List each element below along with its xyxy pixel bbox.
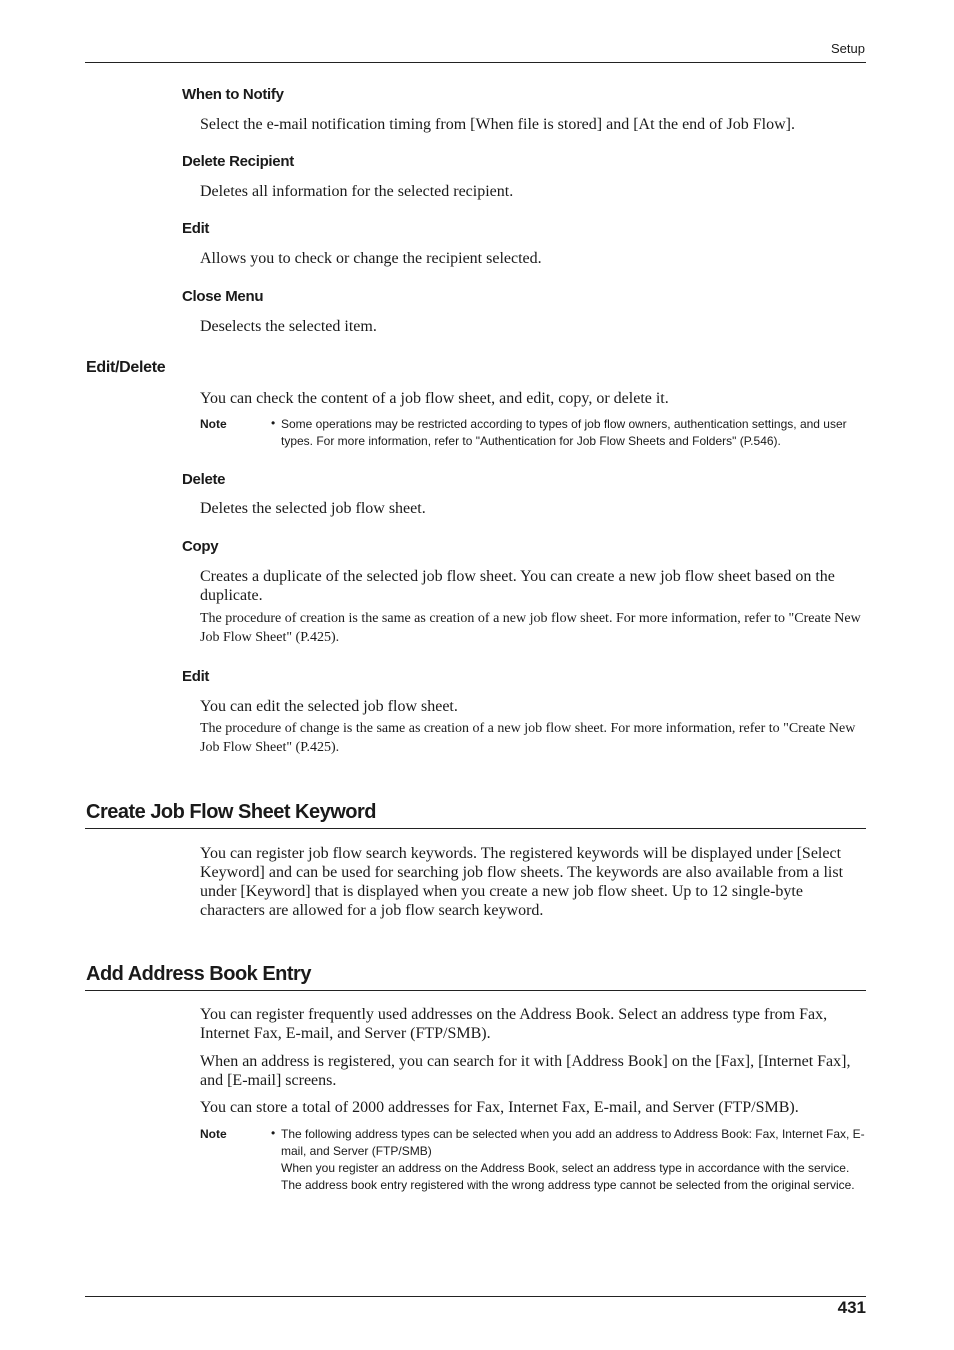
text-create-keyword: You can register job flow search keywords. The registered keywords will be displayed under [Select Keyword] and can be used for searching job flow sheets. The keywords are also available from a list under [Keyword] that is displayed when you create a new job flow sheet. Up to 12 single-byte characters are allowed for a job flow search keyword. bbox=[200, 845, 844, 919]
heading-close-menu: Close Menu bbox=[182, 288, 264, 305]
note-label-address-book: Note bbox=[200, 1127, 227, 1141]
section-rule-address-book bbox=[85, 990, 866, 991]
text-when-to-notify: Select the e-mail notification timing from [When file is stored] and [At the end of Job Flow]. bbox=[200, 116, 795, 133]
heading-edit-delete: Edit/Delete bbox=[86, 359, 166, 376]
heading-edit-sheet: Edit bbox=[182, 668, 210, 685]
subtext-edit-sheet: The procedure of change is the same as creation of a new job flow sheet. For more information, refer to "Create New Job Flow Sheet" (P.425). bbox=[200, 721, 856, 755]
note-address-book bbox=[281, 1126, 871, 1194]
heading-edit-recipient: Edit bbox=[182, 220, 210, 237]
heading-address-book: Add Address Book Entry bbox=[86, 963, 311, 985]
note-bullet: • bbox=[271, 416, 276, 430]
text-close-menu: Deselects the selected item. bbox=[200, 318, 377, 335]
heading-create-keyword: Create Job Flow Sheet Keyword bbox=[86, 801, 377, 823]
note-bullet-address-book: • bbox=[271, 1126, 276, 1140]
text-copy-sheet: Creates a duplicate of the selected job flow sheet. You can create a new job flow sheet based on the duplicate. bbox=[200, 568, 835, 604]
note-label: Note bbox=[200, 417, 227, 431]
text-delete-recipient: Deletes all information for the selected recipient. bbox=[200, 183, 514, 200]
note-text-edit-delete: Some operations may be restricted according to types of job flow owners, authentication settings, and user types. For more information, refer to "Authentication for Job Flow Sheets and Folders" (P.546). bbox=[281, 417, 847, 448]
heading-delete-recipient: Delete Recipient bbox=[182, 153, 294, 170]
note-address-book-line-1: The following address types can be selected when you add an address to Address Book: Fax, Internet Fax, E-mail, and Server (FTP/SMB) bbox=[281, 1127, 865, 1158]
text-edit-recipient: Allows you to check or change the recipient selected. bbox=[200, 250, 542, 267]
heading-delete-sheet: Delete bbox=[182, 471, 226, 488]
subtext-copy-sheet: The procedure of creation is the same as creation of a new job flow sheet. For more information, refer to "Create New Job Flow Sheet" (P.425). bbox=[200, 611, 861, 645]
page-number: 431 bbox=[837, 1298, 866, 1317]
footer-rule bbox=[85, 1296, 866, 1297]
heading-when-to-notify: When to Notify bbox=[182, 86, 284, 103]
section-rule-keyword bbox=[85, 828, 866, 829]
heading-copy-sheet: Copy bbox=[182, 538, 219, 555]
text-edit-delete: You can check the content of a job flow sheet, and edit, copy, or delete it. bbox=[200, 390, 669, 407]
header-rule bbox=[85, 62, 866, 63]
text-address-book-2: When an address is registered, you can search for it with [Address Book] on the [Fax], [Internet Fax], and [E-mail] screens. bbox=[200, 1053, 851, 1089]
text-address-book-3: You can store a total of 2000 addresses for Fax, Internet Fax, E-mail, and Server (FTP/SMB). bbox=[200, 1099, 799, 1116]
note-address-book-line-2: When you register an address on the Address Book, select an address type in accordance with the service. The address book entry registered with the wrong address type cannot be selected from the original service. bbox=[281, 1161, 855, 1192]
text-edit-sheet: You can edit the selected job flow sheet. bbox=[200, 698, 458, 715]
text-address-book-1: You can register frequently used addresses on the Address Book. Select an address type from Fax, Internet Fax, E-mail, and Server (FTP/SMB). bbox=[200, 1006, 828, 1042]
text-delete-sheet: Deletes the selected job flow sheet. bbox=[200, 500, 426, 517]
running-header: Setup bbox=[831, 41, 865, 56]
